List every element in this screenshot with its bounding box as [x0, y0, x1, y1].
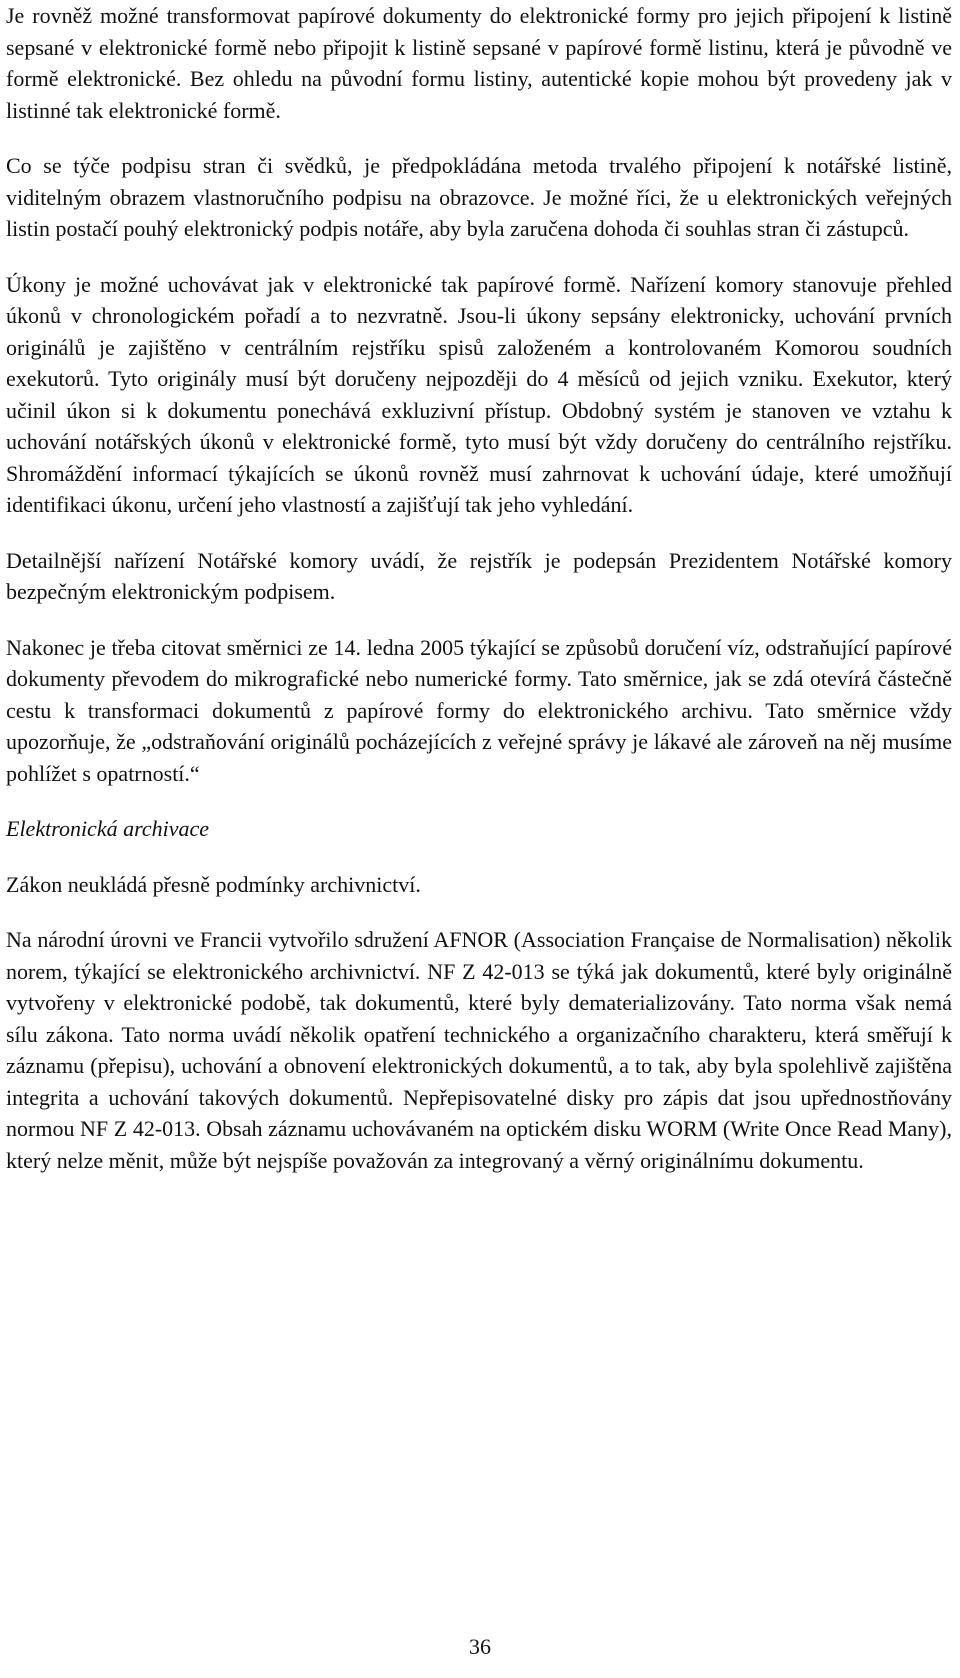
- paragraph-signatures: Co se týče podpisu stran či svědků, je předpokládána metoda trvalého připojení k notářské listině, viditelným obrazem vlastnoručního podpisu na obrazovce. Je možné říci, že u elektronických veřejných listin postačí pouhý elektronický podpis notáře, aby byla zaručena dohoda či souhlas stran či zástupců.: [6, 153, 952, 241]
- paragraph-transformation: Je rovněž možné transformovat papírové dokumenty do elektronické formy pro jejich připojení k listině sepsané v elektronické formě nebo připojit k listině sepsané v papírové formě listinu, která je původně ve formě elektronické. Bez ohledu na původní formu listiny, autentické kopie mohou být provedeny jak v listinné tak elektronické formě.: [6, 3, 952, 123]
- page-number: 36: [469, 1634, 491, 1659]
- paragraph-registry-signature: Detailnější nařízení Notářské komory uvádí, že rejstřík je podepsán Prezidentem Notářské komory bezpečným elektronickým podpisem.: [6, 547, 952, 604]
- paragraph-directive: Nakonec je třeba citovat směrnici ze 14. ledna 2005 týkající se způsobů doručení víz, odstraňující papírové dokumenty převodem do mikrografické nebo numerické formy. Tato směrnice, jak se zdá otevírá částečně cestu k transformaci dokumentů z papírové formy do elektronického archivu. Tato směrnice vždy upozorňuje, že „odstraňování originálů pocházejících z veřejné správy je lákavé ale zároveň na něj musíme pohlížet s opatrností.“: [6, 634, 952, 786]
- document-body: [6, 0, 952, 1200]
- section-heading: Elektronická archivace: [6, 816, 209, 841]
- paragraph-storage: Úkony je možné uchovávat jak v elektronické tak papírové formě. Nařízení komory stanovuje přehled úkonů v chronologickém pořadí a to nezvratně. Jsou-li úkony sepsány elektronicky, uchování prvních originálů je zajištěno v centrálním rejstříku spisů založeném a kontrolovaném Komorou soudních exekutorů. Tyto originály musí být doručeny nejpozději do 4 měsíců od jejich vzniku. Exekutor, který učinil úkon si k dokumentu ponechává exkluzivní přístup. Obdobný systém je stanoven ve vztahu k uchování notářských úkonů v elektronické formě, tyto musí být vždy doručeny do centrálního rejstříku. Shromáždění informací týkajících se úkonů rovněž musí zahrnovat k uchování údaje, které umožňují identifikaci úkonu, určení jeho vlastností a zajišťují tak jeho vyhledání.: [6, 271, 952, 517]
- paragraph-afnor-standard: Na národní úrovni ve Francii vytvořilo sdružení AFNOR (Association Française de Normalisation) několik norem, týkající se elektronického archivnictví. NF Z 42-013 se týká jak dokumentů, které byly originálně vytvořeny v elektronické podobě, tak dokumentů, které byly dematerializovány. Tato norma však nemá sílu zákona. Tato norma uvádí několik opatření technického a organizačního charakteru, která směřují k záznamu (přepisu), uchování a obnovení elektronických dokumentů, a to tak, aby byla spolehlivě zajištěna integrita a uchování takových dokumentů. Nepřepisovatelné disky pro zápis dat jsou upřednostňovány normou NF Z 42-013. Obsah záznamu uchovávaném na optickém disku WORM (Write Once Read Many), který nelze měnit, může být nejspíše považován za integrovaný a věrný originálnímu dokumentu.: [6, 927, 952, 1173]
- paragraph-archiving-law: Zákon neukládá přesně podmínky archivnictví.: [6, 871, 421, 897]
